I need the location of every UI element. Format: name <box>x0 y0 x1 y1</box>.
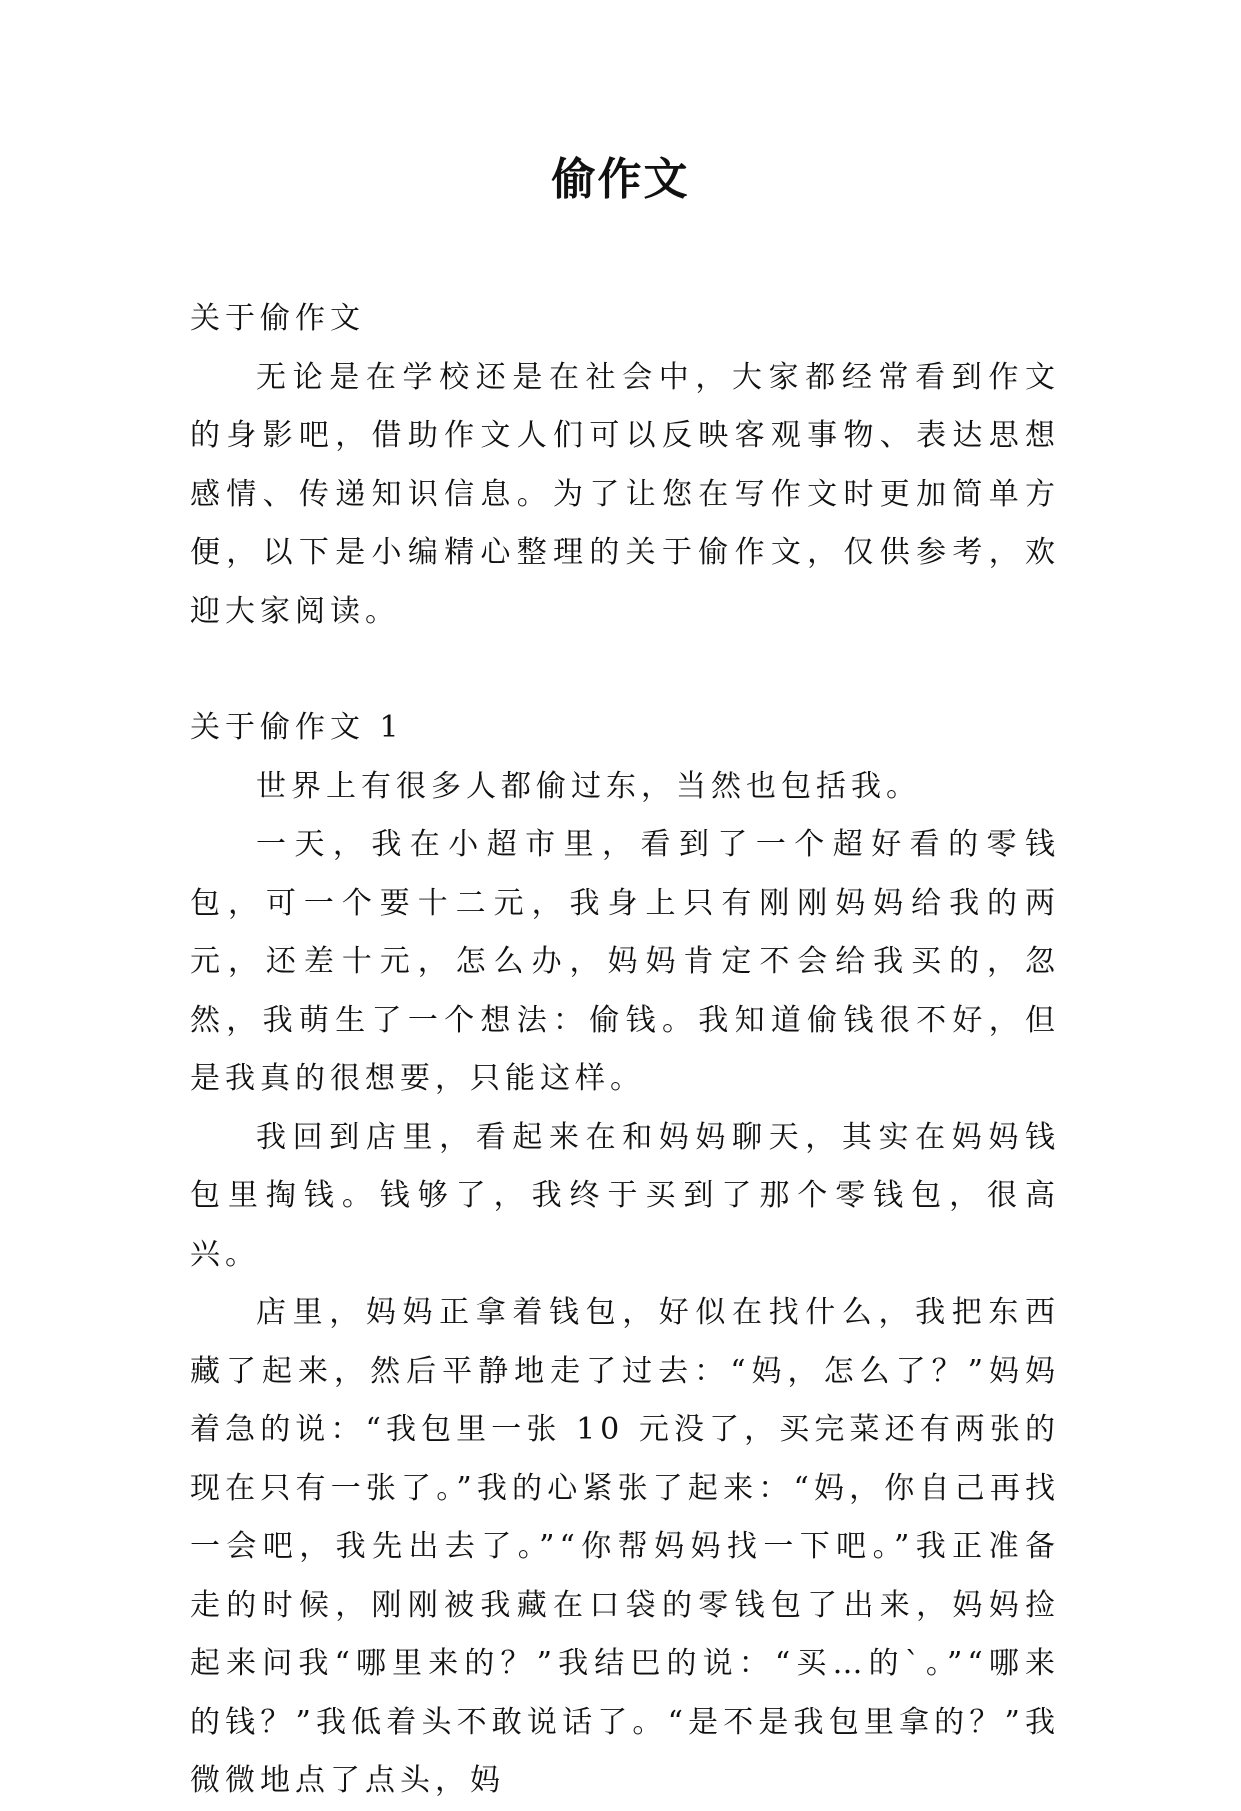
intro-paragraph: 无论是在学校还是在社会中，大家都经常看到作文的身影吧，借助作文人们可以反映客观事物、表达思想感情、传递知识信息。为了让您在写作文时更加简单方便，以下是小编精心整理的关于偷作文，仅供参考，欢迎大家阅读。 <box>190 359 1060 629</box>
section-heading: 关于偷作文 1 <box>190 710 404 745</box>
section-spacer <box>190 641 1060 699</box>
body-paragraph: 店里，妈妈正拿着钱包，好似在找什么，我把东西藏了起来，然后平静地走了过去：“妈，怎么了？”妈妈着急的说：“我包里一张 10 元没了，买完菜还有两张的现在只有一张了。”我的心紧张了起来：“妈，你自己再找一会吧，我先出去了。”“你帮妈妈找一下吧。”我正准备走的时候，刚刚被我藏在口袋的零钱包了出来，妈妈捡起来问我“哪里来的？”我结巴的说：“买…的`。”“哪来的钱？”我低着头不敢说话了。“是不是我包里拿的？”我微微地点了点头，妈 <box>190 1295 1060 1798</box>
document-title: 偷作文 <box>551 154 690 205</box>
body-paragraph: 世界上有很多人都偷过东，当然也包括我。 <box>256 768 921 804</box>
body-paragraph: 一天，我在小超市里，看到了一个超好看的零钱包，可一个要十二元，我身上只有刚刚妈妈给我的两元，还差十元，怎么办，妈妈肯定不会给我买的，忽然，我萌生了一个想法：偷钱。我知道偷钱很不好，但是我真的很想要，只能这样。 <box>190 827 1060 1096</box>
intro-heading: 关于偷作文 <box>190 301 365 336</box>
document-body <box>190 290 1060 1811</box>
body-paragraph: 我回到店里，看起来在和妈妈聊天，其实在妈妈钱包里掏钱。钱够了，我终于买到了那个零钱包，很高兴。 <box>190 1119 1060 1272</box>
